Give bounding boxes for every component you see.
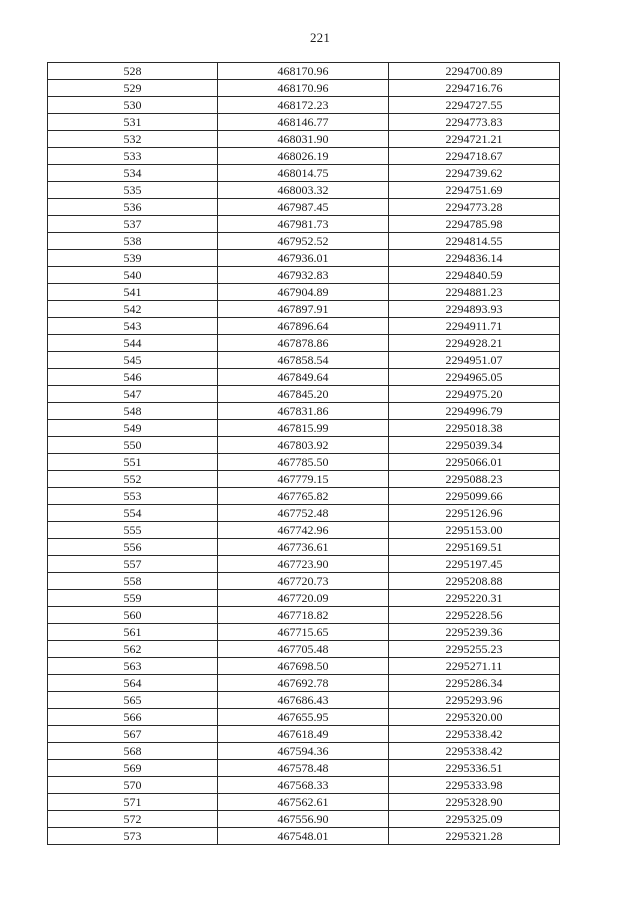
table-row: [48, 420, 560, 437]
x-coordinate-cell: 467568.33: [218, 777, 389, 794]
x-coordinate-cell: 467594.36: [218, 743, 389, 760]
point-number-cell: 547: [48, 386, 218, 403]
x-coordinate-cell: 467618.49: [218, 726, 389, 743]
table-row: [48, 794, 560, 811]
x-coordinate-cell: 467878.86: [218, 335, 389, 352]
y-coordinate-cell: 2295153.00: [389, 522, 560, 539]
y-coordinate-cell: 2295338.42: [389, 743, 560, 760]
x-coordinate-cell: 467896.64: [218, 318, 389, 335]
point-number-cell: 548: [48, 403, 218, 420]
point-number-cell: 546: [48, 369, 218, 386]
y-coordinate-cell: 2295255.23: [389, 641, 560, 658]
table-row: [48, 182, 560, 199]
point-number-cell: 558: [48, 573, 218, 590]
coordinates-table: [47, 62, 560, 845]
point-number-cell: 536: [48, 199, 218, 216]
x-coordinate-cell: 467736.61: [218, 539, 389, 556]
x-coordinate-cell: 467715.65: [218, 624, 389, 641]
x-coordinate-cell: 467785.50: [218, 454, 389, 471]
table-row: [48, 199, 560, 216]
y-coordinate-cell: 2295321.28: [389, 828, 560, 845]
table-row: [48, 709, 560, 726]
point-number-cell: 528: [48, 63, 218, 80]
point-number-cell: 554: [48, 505, 218, 522]
y-coordinate-cell: 2295328.90: [389, 794, 560, 811]
table-row: [48, 250, 560, 267]
x-coordinate-cell: 467779.15: [218, 471, 389, 488]
y-coordinate-cell: 2294928.21: [389, 335, 560, 352]
x-coordinate-cell: 467720.09: [218, 590, 389, 607]
point-number-cell: 559: [48, 590, 218, 607]
point-number-cell: 556: [48, 539, 218, 556]
y-coordinate-cell: 2294881.23: [389, 284, 560, 301]
point-number-cell: 564: [48, 675, 218, 692]
x-coordinate-cell: 467752.48: [218, 505, 389, 522]
table-row: [48, 63, 560, 80]
x-coordinate-cell: 467987.45: [218, 199, 389, 216]
point-number-cell: 529: [48, 80, 218, 97]
table-row: [48, 743, 560, 760]
y-coordinate-cell: 2294785.98: [389, 216, 560, 233]
x-coordinate-cell: 467815.99: [218, 420, 389, 437]
x-coordinate-cell: 467904.89: [218, 284, 389, 301]
table-row: [48, 284, 560, 301]
x-coordinate-cell: 467548.01: [218, 828, 389, 845]
point-number-cell: 562: [48, 641, 218, 658]
x-coordinate-cell: 467765.82: [218, 488, 389, 505]
table-row: [48, 148, 560, 165]
table-row: [48, 80, 560, 97]
y-coordinate-cell: 2295338.42: [389, 726, 560, 743]
y-coordinate-cell: 2294996.79: [389, 403, 560, 420]
point-number-cell: 534: [48, 165, 218, 182]
table-row: [48, 675, 560, 692]
y-coordinate-cell: 2295286.34: [389, 675, 560, 692]
y-coordinate-cell: 2294739.62: [389, 165, 560, 182]
x-coordinate-cell: 467936.01: [218, 250, 389, 267]
point-number-cell: 533: [48, 148, 218, 165]
y-coordinate-cell: 2295293.96: [389, 692, 560, 709]
table-body: [48, 63, 560, 845]
x-coordinate-cell: 468172.23: [218, 97, 389, 114]
y-coordinate-cell: 2294721.21: [389, 131, 560, 148]
point-number-cell: 532: [48, 131, 218, 148]
table-row: [48, 658, 560, 675]
x-coordinate-cell: 467686.43: [218, 692, 389, 709]
table-row: [48, 828, 560, 845]
y-coordinate-cell: 2295169.51: [389, 539, 560, 556]
y-coordinate-cell: 2295228.56: [389, 607, 560, 624]
y-coordinate-cell: 2295320.00: [389, 709, 560, 726]
point-number-cell: 553: [48, 488, 218, 505]
point-number-cell: 568: [48, 743, 218, 760]
y-coordinate-cell: 2295099.66: [389, 488, 560, 505]
x-coordinate-cell: 467718.82: [218, 607, 389, 624]
table-row: [48, 437, 560, 454]
point-number-cell: 541: [48, 284, 218, 301]
table-row: [48, 471, 560, 488]
x-coordinate-cell: 468031.90: [218, 131, 389, 148]
y-coordinate-cell: 2294773.28: [389, 199, 560, 216]
y-coordinate-cell: 2295126.96: [389, 505, 560, 522]
y-coordinate-cell: 2294951.07: [389, 352, 560, 369]
table-row: [48, 454, 560, 471]
x-coordinate-cell: 467692.78: [218, 675, 389, 692]
point-number-cell: 563: [48, 658, 218, 675]
point-number-cell: 570: [48, 777, 218, 794]
point-number-cell: 542: [48, 301, 218, 318]
table-row: [48, 267, 560, 284]
point-number-cell: 567: [48, 726, 218, 743]
y-coordinate-cell: 2294965.05: [389, 369, 560, 386]
y-coordinate-cell: 2295325.09: [389, 811, 560, 828]
y-coordinate-cell: 2295039.34: [389, 437, 560, 454]
table-row: [48, 573, 560, 590]
y-coordinate-cell: 2294975.20: [389, 386, 560, 403]
y-coordinate-cell: 2294700.89: [389, 63, 560, 80]
point-number-cell: 538: [48, 233, 218, 250]
x-coordinate-cell: 467655.95: [218, 709, 389, 726]
point-number-cell: 539: [48, 250, 218, 267]
y-coordinate-cell: 2294716.76: [389, 80, 560, 97]
x-coordinate-cell: 467698.50: [218, 658, 389, 675]
x-coordinate-cell: 467849.64: [218, 369, 389, 386]
table-row: [48, 777, 560, 794]
point-number-cell: 555: [48, 522, 218, 539]
x-coordinate-cell: 468170.96: [218, 63, 389, 80]
table-row: [48, 352, 560, 369]
table-row: [48, 216, 560, 233]
point-number-cell: 549: [48, 420, 218, 437]
table-row: [48, 726, 560, 743]
x-coordinate-cell: 468170.96: [218, 80, 389, 97]
point-number-cell: 572: [48, 811, 218, 828]
x-coordinate-cell: 467720.73: [218, 573, 389, 590]
table-row: [48, 233, 560, 250]
table-row: [48, 811, 560, 828]
point-number-cell: 552: [48, 471, 218, 488]
x-coordinate-cell: 467705.48: [218, 641, 389, 658]
point-number-cell: 531: [48, 114, 218, 131]
y-coordinate-cell: 2295066.01: [389, 454, 560, 471]
table-row: [48, 386, 560, 403]
table-row: [48, 335, 560, 352]
x-coordinate-cell: 467831.86: [218, 403, 389, 420]
table-row: [48, 114, 560, 131]
y-coordinate-cell: 2295018.38: [389, 420, 560, 437]
y-coordinate-cell: 2294727.55: [389, 97, 560, 114]
point-number-cell: 557: [48, 556, 218, 573]
table-row: [48, 369, 560, 386]
table-row: [48, 165, 560, 182]
y-coordinate-cell: 2294751.69: [389, 182, 560, 199]
point-number-cell: 561: [48, 624, 218, 641]
point-number-cell: 571: [48, 794, 218, 811]
table-row: [48, 590, 560, 607]
point-number-cell: 535: [48, 182, 218, 199]
table-row: [48, 301, 560, 318]
page-number: 221: [309, 30, 331, 45]
x-coordinate-cell: 467981.73: [218, 216, 389, 233]
table-row: [48, 488, 560, 505]
x-coordinate-cell: 467932.83: [218, 267, 389, 284]
x-coordinate-cell: 467556.90: [218, 811, 389, 828]
y-coordinate-cell: 2295271.11: [389, 658, 560, 675]
table-row: [48, 556, 560, 573]
point-number-cell: 540: [48, 267, 218, 284]
y-coordinate-cell: 2294840.59: [389, 267, 560, 284]
y-coordinate-cell: 2295239.36: [389, 624, 560, 641]
point-number-cell: 573: [48, 828, 218, 845]
point-number-cell: 543: [48, 318, 218, 335]
point-number-cell: 544: [48, 335, 218, 352]
x-coordinate-cell: 468003.32: [218, 182, 389, 199]
x-coordinate-cell: 468146.77: [218, 114, 389, 131]
table-row: [48, 522, 560, 539]
y-coordinate-cell: 2295088.23: [389, 471, 560, 488]
point-number-cell: 565: [48, 692, 218, 709]
y-coordinate-cell: 2295220.31: [389, 590, 560, 607]
point-number-cell: 560: [48, 607, 218, 624]
y-coordinate-cell: 2295336.51: [389, 760, 560, 777]
y-coordinate-cell: 2294911.71: [389, 318, 560, 335]
point-number-cell: 530: [48, 97, 218, 114]
point-number-cell: 550: [48, 437, 218, 454]
table-row: [48, 97, 560, 114]
point-number-cell: 537: [48, 216, 218, 233]
y-coordinate-cell: 2294814.55: [389, 233, 560, 250]
table-row: [48, 505, 560, 522]
x-coordinate-cell: 467897.91: [218, 301, 389, 318]
x-coordinate-cell: 467845.20: [218, 386, 389, 403]
table-row: [48, 403, 560, 420]
point-number-cell: 566: [48, 709, 218, 726]
table-row: [48, 641, 560, 658]
x-coordinate-cell: 467952.52: [218, 233, 389, 250]
x-coordinate-cell: 467803.92: [218, 437, 389, 454]
table-row: [48, 131, 560, 148]
x-coordinate-cell: 467723.90: [218, 556, 389, 573]
y-coordinate-cell: 2294718.67: [389, 148, 560, 165]
x-coordinate-cell: 467742.96: [218, 522, 389, 539]
y-coordinate-cell: 2294893.93: [389, 301, 560, 318]
point-number-cell: 551: [48, 454, 218, 471]
y-coordinate-cell: 2295197.45: [389, 556, 560, 573]
x-coordinate-cell: 468026.19: [218, 148, 389, 165]
table-row: [48, 692, 560, 709]
y-coordinate-cell: 2294836.14: [389, 250, 560, 267]
x-coordinate-cell: 468014.75: [218, 165, 389, 182]
x-coordinate-cell: 467578.48: [218, 760, 389, 777]
y-coordinate-cell: 2295333.98: [389, 777, 560, 794]
y-coordinate-cell: 2294773.83: [389, 114, 560, 131]
point-number-cell: 545: [48, 352, 218, 369]
x-coordinate-cell: 467858.54: [218, 352, 389, 369]
table-row: [48, 318, 560, 335]
table-row: [48, 760, 560, 777]
table-row: [48, 539, 560, 556]
y-coordinate-cell: 2295208.88: [389, 573, 560, 590]
x-coordinate-cell: 467562.61: [218, 794, 389, 811]
table-row: [48, 607, 560, 624]
point-number-cell: 569: [48, 760, 218, 777]
table-row: [48, 624, 560, 641]
